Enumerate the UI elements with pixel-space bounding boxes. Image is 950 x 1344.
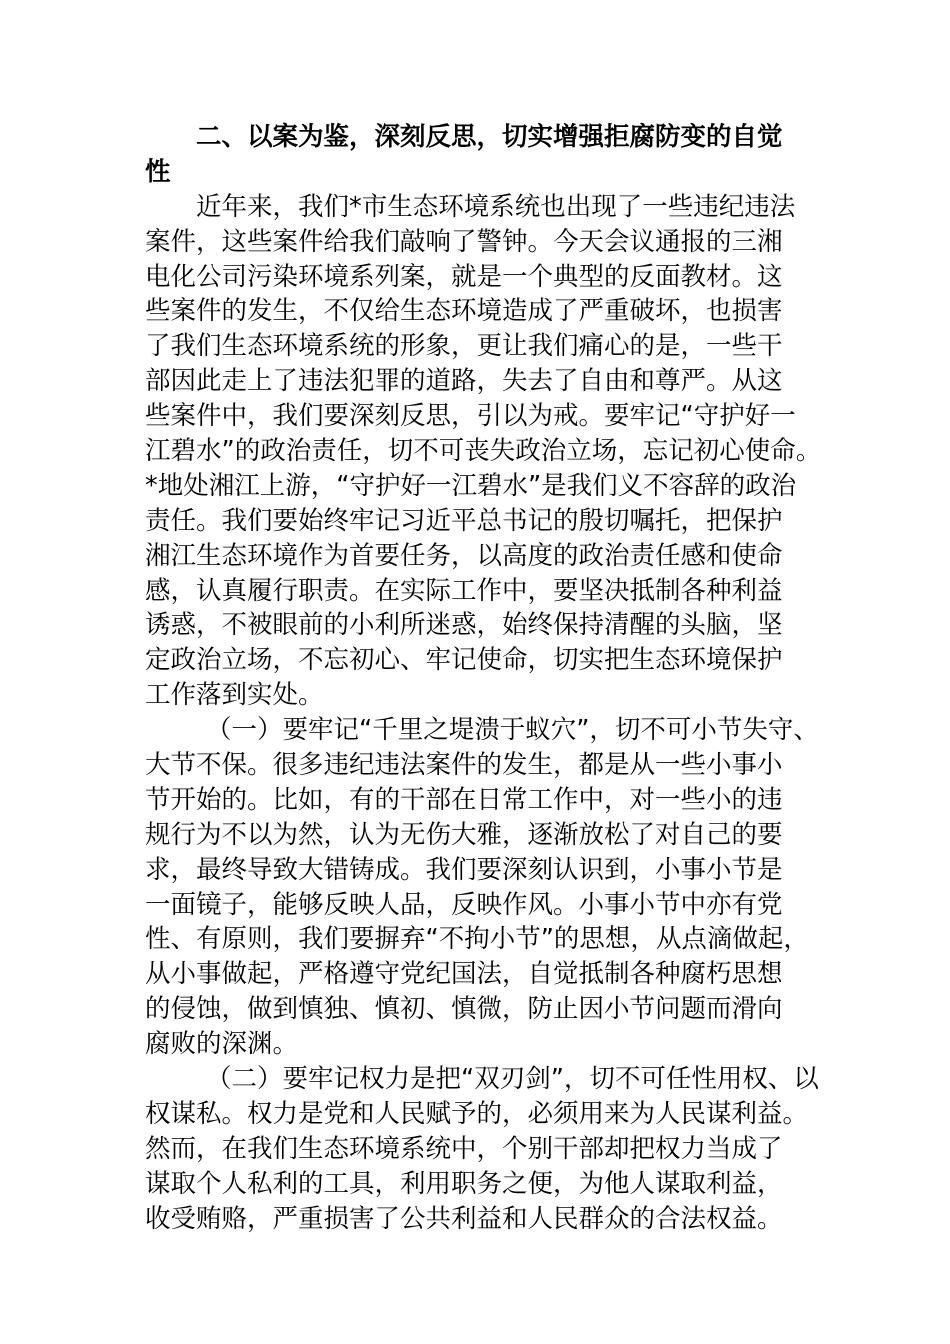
paragraph-line: （一）要牢记“千里之堤溃于蚁穴”，切不可小节失守、 bbox=[206, 715, 819, 746]
paragraph-line: 近年来，我们*市生态环境系统也出现了一些违纪违法 bbox=[196, 191, 796, 222]
paragraph-line: 权谋私。权力是党和人民赋予的，必须用来为人民谋利益。 bbox=[145, 1098, 809, 1129]
paragraph-line: 节开始的。比如，有的干部在日常工作中，对一些小的违 bbox=[145, 784, 783, 815]
paragraph-line: 规行为不以为然，认为无伤大雅，逐渐放松了对自己的要 bbox=[145, 819, 783, 850]
paragraph-line: 诱惑，不被眼前的小利所迷惑，始终保持清醒的头脑，坚 bbox=[145, 610, 783, 641]
paragraph-line: 些案件中，我们要深刻反思，引以为戒。要牢记“守护好一 bbox=[145, 401, 796, 432]
paragraph-line: 定政治立场，不忘初心、牢记使命，切实把生态环境保护 bbox=[145, 645, 783, 676]
paragraph-line: 一面镜子，能够反映人品，反映作风。小事小节中亦有党 bbox=[145, 889, 783, 920]
heading-line: 二、以案为鉴，深刻反思，切实增强拒腐防变的自觉 bbox=[196, 122, 783, 152]
paragraph-line: 从小事做起，严格遵守党纪国法，自觉抵制各种腐朽思想 bbox=[145, 959, 783, 990]
paragraph-intro bbox=[145, 190, 822, 713]
document-body bbox=[145, 120, 822, 1237]
paragraph-line: 的侵蚀，做到慎独、慎初、慎微，防止因小节问题而滑向 bbox=[145, 994, 783, 1025]
paragraph-line: 了我们生态环境系统的形象，更让我们痛心的是，一些干 bbox=[145, 331, 783, 362]
paragraph-point-two bbox=[145, 1062, 819, 1236]
paragraph-line: 湘江生态环境作为首要任务，以高度的政治责任感和使命 bbox=[145, 540, 783, 571]
paragraph-line: 然而，在我们生态环境系统中，个别干部却把权力当成了 bbox=[145, 1133, 783, 1164]
paragraph-line: 部因此走上了违法犯罪的道路，失去了自由和尊严。从这 bbox=[145, 366, 783, 397]
paragraph-line: 感，认真履行职责。在实际工作中，要坚决抵制各种利益 bbox=[145, 575, 783, 606]
paragraph-point-one bbox=[145, 713, 819, 1062]
paragraph-line: 案件，这些案件给我们敲响了警钟。今天会议通报的三湘 bbox=[145, 226, 783, 257]
paragraph-line: 工作落到实处。 bbox=[145, 680, 324, 711]
paragraph-line: 求，最终导致大错铸成。我们要深刻认识到，小事小节是 bbox=[145, 854, 783, 885]
paragraph-line: 收受贿赂，严重损害了公共利益和人民群众的合法权益。 bbox=[145, 1203, 783, 1234]
paragraph-line: 谋取个人私利的工具，利用职务之便，为他人谋取利益， bbox=[145, 1168, 783, 1199]
paragraph-line: *地处湘江上游，“守护好一江碧水”是我们义不容辞的政治 bbox=[145, 470, 797, 501]
paragraph-line: 腐败的深渊。 bbox=[145, 1029, 299, 1060]
paragraph-line: 责任。我们要始终牢记习近平总书记的殷切嘱托，把保护 bbox=[145, 505, 783, 536]
paragraph-line: （二）要牢记权力是把“双刃剑”，切不可任性用权、以 bbox=[206, 1064, 819, 1095]
paragraph-line: 性、有原则，我们要摒弃“不拘小节”的思想，从点滴做起， bbox=[145, 924, 809, 955]
paragraph-line: 些案件的发生，不仅给生态环境造成了严重破坏，也损害 bbox=[145, 296, 783, 327]
section-heading bbox=[145, 120, 810, 190]
paragraph-line: 电化公司污染环境系列案，就是一个典型的反面教材。这 bbox=[145, 261, 783, 292]
paragraph-line: 江碧水”的政治责任，切不可丧失政治立场，忘记初心使命。 bbox=[145, 436, 822, 467]
heading-line: 性 bbox=[145, 156, 171, 187]
paragraph-line: 大节不保。很多违纪违法案件的发生，都是从一些小事小 bbox=[145, 750, 783, 781]
